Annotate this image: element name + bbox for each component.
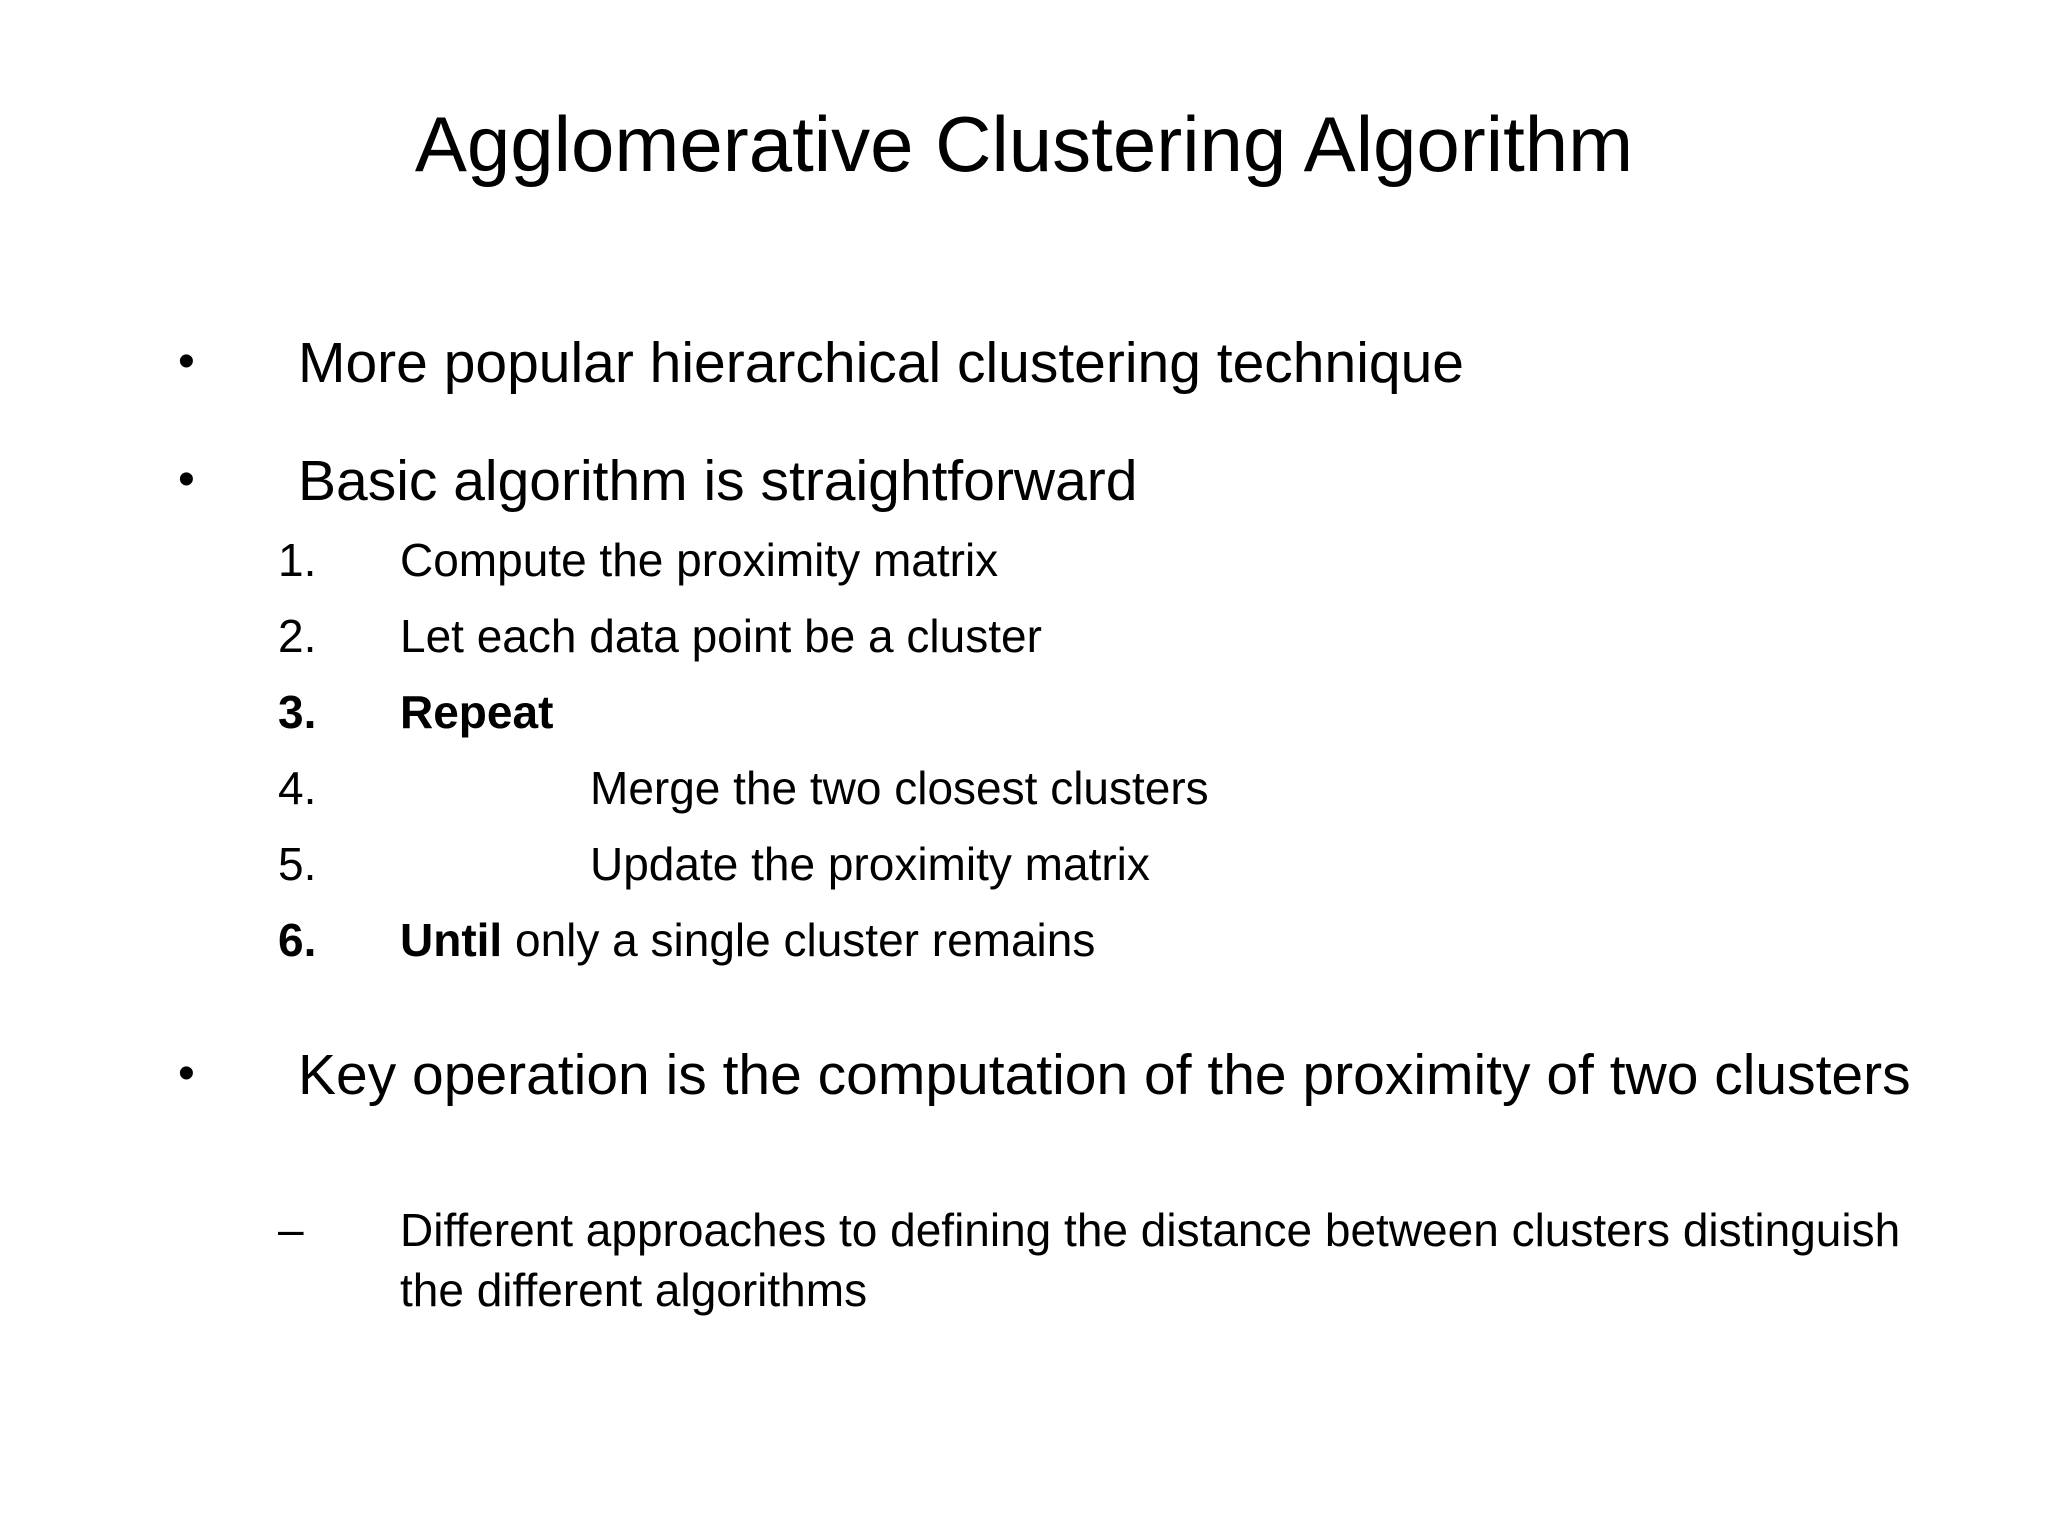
step-number: 2. (278, 610, 317, 662)
step-text-rest: only a single cluster remains (502, 914, 1096, 966)
bullet-icon: • (178, 335, 195, 388)
slide-title: Agglomerative Clustering Algorithm (414, 100, 1634, 188)
step-number: 5. (278, 838, 317, 890)
step-number: 4. (278, 762, 317, 814)
step-text: Let each data point be a cluster (400, 610, 1042, 662)
dash-icon: – (278, 1203, 304, 1255)
bullet-icon: • (178, 1047, 195, 1100)
bullet-text: More popular hierarchical clustering technique (298, 331, 1464, 395)
step-number: 6. (278, 914, 317, 966)
step-number: 3. (278, 686, 317, 738)
step-text: Update the proximity matrix (590, 838, 1150, 890)
bullet-text: Key operation is the computation of the proximity of two clusters (298, 1043, 1911, 1107)
bullet-text: Basic algorithm is straightforward (298, 449, 1138, 513)
sub-bullet-text: Different approaches to defining the distance between clusters distinguish the different algorithms (400, 1204, 1901, 1316)
step-keyword: Until (400, 914, 503, 966)
step-number: 1. (278, 534, 317, 586)
step-text (400, 914, 1096, 966)
step-text: Merge the two closest clusters (590, 762, 1209, 814)
bullet-icon: • (178, 453, 195, 506)
step-text: Repeat (400, 686, 554, 738)
step-text: Compute the proximity matrix (400, 534, 999, 586)
